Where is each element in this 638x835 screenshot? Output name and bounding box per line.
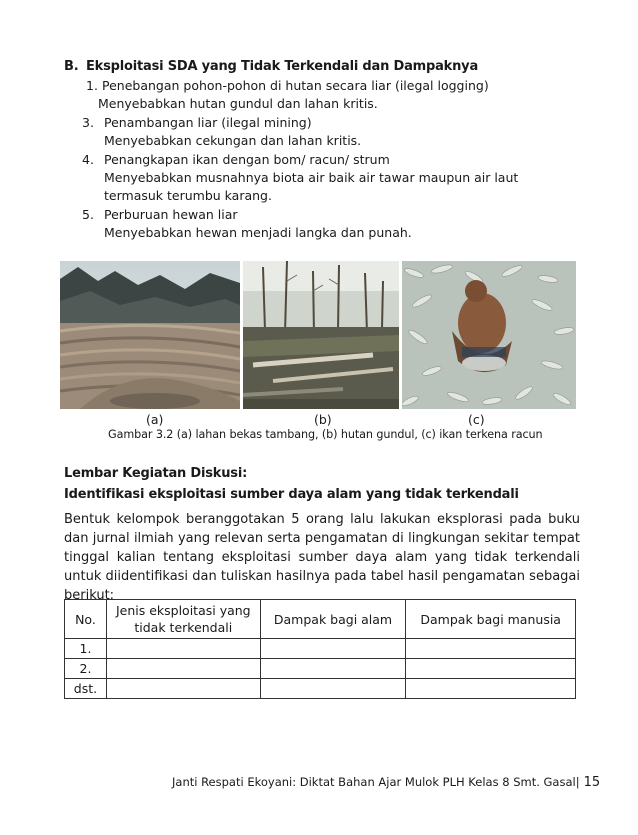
row-number: 2. [65, 659, 107, 679]
table-row [65, 679, 576, 699]
figure-label-a: (a) [146, 412, 164, 427]
list-item-effect: Menyebabkan hutan gundul dan lahan kritis. [98, 96, 378, 112]
table-cell[interactable] [406, 659, 576, 679]
exploitation-list [82, 77, 518, 243]
list-item [82, 114, 518, 151]
activity-title [64, 463, 519, 505]
row-number: dst. [65, 679, 107, 699]
section-letter: B. [64, 59, 79, 74]
page-footer [172, 775, 600, 790]
activity-title-line-2: Identifikasi eksploitasi sumber daya alam yang tidak terkendali [64, 487, 519, 502]
list-item-title: Perburuan hewan liar [104, 206, 238, 222]
footer-separator: | [575, 775, 580, 789]
list-item [82, 77, 518, 114]
table-header-row [65, 600, 576, 639]
figure-label-c: (c) [468, 412, 485, 427]
header-exploitation-type: Jenis eksploitasi yang tidak terkendali [106, 600, 260, 639]
table-cell[interactable] [106, 659, 260, 679]
list-item-number: 3. [82, 114, 94, 130]
list-item-number: 1. [86, 78, 98, 93]
observation-table [64, 599, 576, 699]
list-item-effect: Menyebabkan musnahnya biota air baik air tawar maupun air laut [104, 170, 519, 186]
list-item [82, 151, 518, 206]
header-impact-humans: Dampak bagi manusia [406, 600, 576, 639]
table-cell[interactable] [106, 639, 260, 659]
activity-instructions: Bentuk kelompok beranggotakan 5 orang lalu lakukan eksplorasi pada buku dan jurnal ilmiah yang relevan serta pengamatan di lingkungan sekitar tempat tinggal kalian tentang eksploitasi sumber daya alam yang tidak terkendali untuk diidentifikasi dan tuliskan hasilnya pada tabel hasil pengamatan sebagai berikut: [64, 512, 580, 603]
activity-title-line-1: Lembar Kegiatan Diskusi: [64, 466, 248, 481]
mining-land-photo [60, 261, 240, 409]
list-item-effect: termasuk terumbu karang. [104, 188, 272, 204]
table-cell[interactable] [106, 679, 260, 699]
list-item-number: 4. [82, 151, 94, 167]
table-cell[interactable] [260, 639, 406, 659]
deforested-land-photo [243, 261, 399, 409]
list-item-title: Penambangan liar (ilegal mining) [104, 114, 312, 130]
list-item-effect: Menyebabkan cekungan dan lahan kritis. [104, 133, 362, 149]
figure-caption: Gambar 3.2 (a) lahan bekas tambang, (b) hutan gundul, (c) ikan terkena racun [108, 428, 543, 441]
table-row [65, 659, 576, 679]
table-cell[interactable] [406, 639, 576, 659]
list-item-title: Penebangan pohon-pohon di hutan secara liar (ilegal logging) [102, 78, 489, 93]
list-item-effect: Menyebabkan hewan menjadi langka dan punah. [104, 225, 412, 241]
list-item-number: 5. [82, 206, 94, 222]
section-title: Eksploitasi SDA yang Tidak Terkendali dan Dampaknya [86, 59, 479, 74]
list-item-title: Penangkapan ikan dengan bom/ racun/ strum [104, 151, 390, 167]
header-no: No. [65, 600, 107, 639]
table-row [65, 639, 576, 659]
list-item [82, 206, 518, 243]
page-number: 15 [583, 775, 601, 790]
header-impact-nature: Dampak bagi alam [260, 600, 406, 639]
table-cell[interactable] [260, 679, 406, 699]
row-number: 1. [65, 639, 107, 659]
table-cell[interactable] [260, 659, 406, 679]
poisoned-fish-photo [402, 261, 576, 409]
footer-text: Janti Respati Ekoyani: Diktat Bahan Ajar Mulok PLH Kelas 8 Smt. Gasal [172, 775, 576, 789]
figure-label-b: (b) [314, 412, 332, 427]
table-cell[interactable] [406, 679, 576, 699]
section-heading [64, 59, 478, 74]
